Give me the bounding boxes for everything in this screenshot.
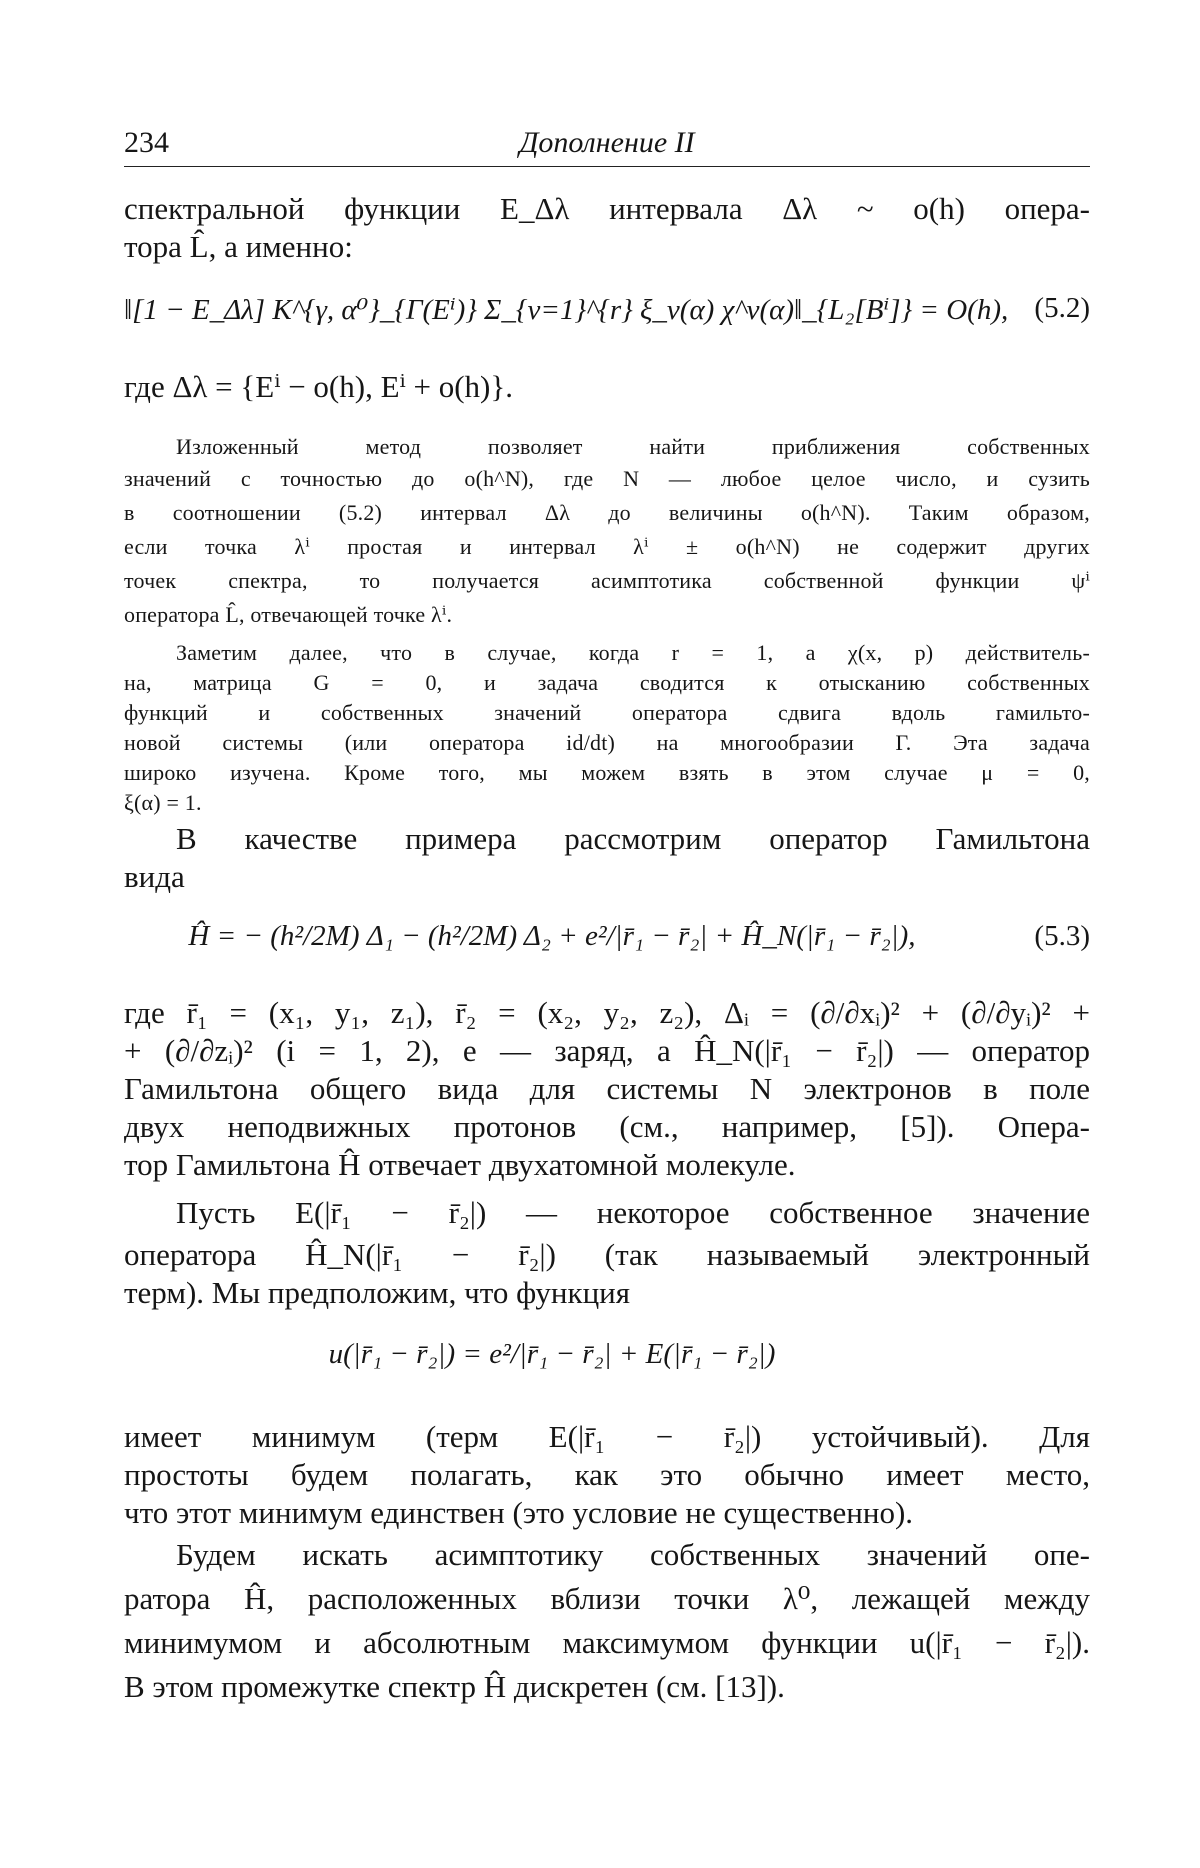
text-line: ратора Ĥ, расположенных вблизи точки λ⁰, лежащей между	[124, 1581, 1090, 1616]
small-text-line: точек спектра, то получается асимптотика собственной функции ψⁱ	[124, 568, 1090, 593]
small-text-line: Изложенный метод позволяет найти приближения собственных	[176, 434, 1090, 459]
equation-u	[124, 1328, 1090, 1388]
running-title: Дополнение II	[519, 126, 695, 159]
text-line: оператора Ĥ_N(|r̄₁ − r̄₂|) (так называемый электронный	[124, 1237, 1090, 1272]
text-line: тор Гамильтона Ĥ отвечает двухатомной молекуле.	[124, 1147, 796, 1182]
small-text-line: функций и собственных значений оператора сдвига вдоль гамильто-	[124, 700, 1090, 725]
text-line: двух неподвижных протонов (см., например, [5]). Опера-	[124, 1109, 1090, 1144]
text-line: вида	[124, 859, 185, 894]
text-line: где Δλ = {Eⁱ − o(h), Eⁱ + o(h)}.	[124, 369, 514, 404]
equation-expression: ‖[1 − E_Δλ] K^{γ, α⁰}_{Γ(Eⁱ)} Σ_{ν=1}^{r} ξ_ν(α) χ^ν(α)‖_{L₂[Bⁱ]} = O(h),	[124, 294, 1009, 326]
page-header	[124, 126, 1090, 166]
small-text-line: в соотношении (5.2) интервал Δλ до величины o(h^N). Таким образом,	[124, 500, 1090, 525]
text-line: Пусть E(|r̄₁ − r̄₂|) — некоторое собственное значение	[176, 1195, 1090, 1230]
header-rule	[124, 166, 1090, 167]
equation-5-2	[124, 282, 1090, 342]
text-line: где r̄₁ = (x₁, y₁, z₁), r̄₂ = (x₂, y₂, z₂), Δᵢ = (∂/∂xᵢ)² + (∂/∂yᵢ)² +	[124, 995, 1090, 1030]
text-line: простоты будем полагать, как это обычно имеет место,	[124, 1457, 1090, 1492]
text-line: спектральной функции E_Δλ интервала Δλ ~ o(h) опера-	[124, 191, 1090, 226]
equation-expression: u(|r̄₁ − r̄₂|) = e²/|r̄₁ − r̄₂| + E(|r̄₁ − r̄₂|)	[328, 1338, 776, 1370]
small-text-line: широко изучена. Кроме того, мы можем взять в этом случае μ = 0,	[124, 760, 1090, 785]
small-text-line: ξ(α) = 1.	[124, 790, 202, 815]
text-line: В качестве примера рассмотрим оператор Гамильтона	[176, 821, 1090, 856]
text-line: Гамильтона общего вида для системы N электронов в поле	[124, 1071, 1090, 1106]
text-line: Будем искать асимптотику собственных значений опе-	[176, 1537, 1090, 1572]
text-line: + (∂/∂zᵢ)² (i = 1, 2), e — заряд, а Ĥ_N(|r̄₁ − r̄₂|) — оператор	[124, 1033, 1090, 1068]
text-line: тора L̂, а именно:	[124, 229, 353, 264]
text-line: терм). Мы предположим, что функция	[124, 1275, 631, 1310]
page-number: 234	[124, 126, 169, 159]
equation-number: (5.2)	[1034, 292, 1090, 324]
text-line: что этот минимум единствен (это условие не существенно).	[124, 1495, 914, 1530]
small-text-line: на, матрица G = 0, и задача сводится к отысканию собственных	[124, 670, 1090, 695]
text-line: минимумом и абсолютным максимумом функции u(|r̄₁ − r̄₂|).	[124, 1625, 1090, 1660]
equation-expression: Ĥ = − (h²/2M) Δ₁ − (h²/2M) Δ₂ + e²/|r̄₁ − r̄₂| + Ĥ_N(|r̄₁ − r̄₂|),	[188, 920, 916, 952]
small-text-line: новой системы (или оператора id/dt) на многообразии Γ. Эта задача	[124, 730, 1090, 755]
equation-5-3	[124, 910, 1090, 970]
text-line: имеет минимум (терм E(|r̄₁ − r̄₂|) устойчивый). Для	[124, 1419, 1090, 1454]
small-text-line: Заметим далее, что в случае, когда r = 1, а χ(x, p) действитель-	[176, 640, 1090, 665]
equation-number: (5.3)	[1034, 920, 1090, 952]
small-text-line: значений с точностью до o(h^N), где N — любое целое число, и сузить	[124, 466, 1090, 491]
small-text-line: если точка λⁱ простая и интервал λⁱ ± o(h^N) не содержит других	[124, 534, 1090, 559]
small-text-line: оператора L̂, отвечающей точке λⁱ.	[124, 602, 453, 627]
text-line: В этом промежутке спектр Ĥ дискретен (см. [13]).	[124, 1669, 785, 1704]
